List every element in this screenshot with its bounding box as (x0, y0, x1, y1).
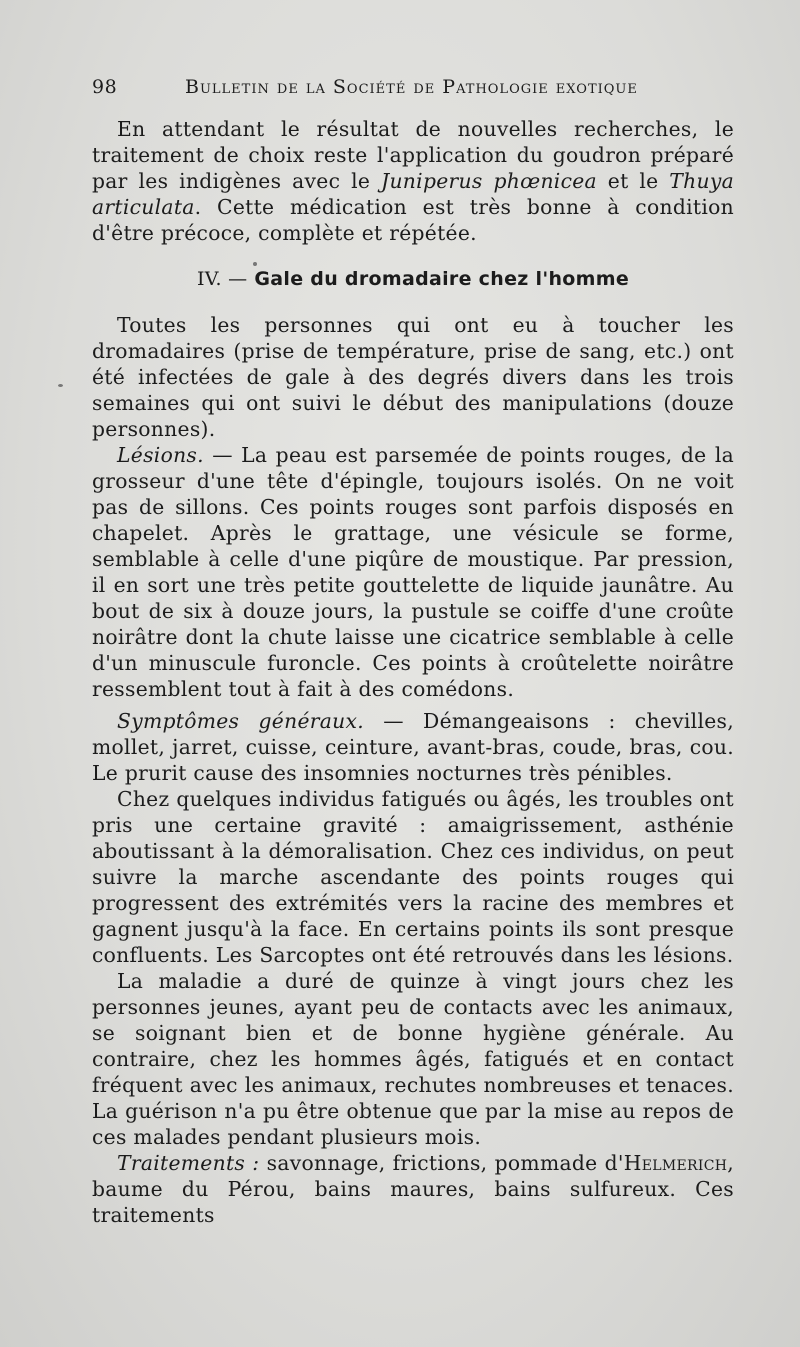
section-heading (92, 266, 734, 292)
intro-text-3: . Cette médication est très bonne à condition d'être précoce, complète et répétée. (92, 195, 734, 245)
species-name-juniperus: Juniperus phœnicea (381, 169, 597, 193)
paragraph-lesions (92, 442, 734, 702)
paragraph-symptoms (92, 708, 734, 786)
print-speck (58, 384, 63, 387)
paragraph-infection: Toutes les personnes qui ont eu à toucher les dromadaires (prise de température, prise de sang, etc.) ont été infectées de gale à des degrés divers dans les trois semaines qui ont suivi le début des manipulations (douze personnes). (92, 313, 734, 441)
section-number: IV. — (196, 268, 248, 290)
intro-text-1: En attendant le résultat de nouvelles recherches, le traitement de choix reste l'application du goudron préparé par les indigènes avec le (92, 117, 734, 193)
paragraph-duration: La maladie a duré de quinze à vingt jours chez les personnes jeunes, ayant peu de contacts avec les animaux, se soignant bien et de bonne hygiène générale. Au contraire, chez les hommes âgés, fatigués et en contact fréquent avec les animaux, rechutes nombreuses et tenaces. La guérison n'a pu être obtenue que par la mise au repos de ces malades pendant plusieurs mois. (92, 969, 734, 1149)
running-header (92, 72, 732, 102)
treatments-text-2: , baume du Pérou, bains maures, bains sulfureux. Ces traitements (92, 1151, 734, 1227)
treatments-text-1: savonnage, frictions, pommade d' (259, 1151, 624, 1175)
running-title: Bulletin de la Société de Pathologie exotique (185, 76, 638, 98)
intro-text-2: et le (596, 169, 670, 193)
helmerich-name: Helmerich (623, 1151, 728, 1175)
paragraph-severity: Chez quelques individus fatigués ou âgés, les troubles ont pris une certaine gravité : amaigrissement, asthénie aboutissant à la démoralisation. Chez ces individus, on peut suivre la marche ascendante des points rouges qui progressent des extrémités vers la racine des membres et gagnent jusqu'à la face. En certains points ils sont presque confluents. Les Sarcoptes ont été retrouvés dans les lésions. (92, 787, 734, 967)
treatments-label: Traitements : (117, 1151, 260, 1175)
lesions-text: — La peau est parsemée de points rouges, de la grosseur d'une tête d'épingle, toujours isolés. On ne voit pas de sillons. Ces points rouges sont parfois disposés en chapelet. Après le grattage, une vésicule se forme, semblable à celle d'une piqûre de moustique. Par pression, il en sort une très petite gouttelette de liquide jaunâtre. Au bout de six à douze jours, la pustule se coiffe d'une croûte noirâtre dont la chute laisse une cicatrice semblable à celle d'un minuscule furoncle. Ces points à croûtelette noirâtre ressemblent tout à fait à des comédons. (92, 443, 734, 701)
symptoms-label: Symptômes généraux. (117, 709, 364, 733)
intro-paragraph (92, 116, 734, 246)
species-name-thuya: Thuya articulata (92, 169, 734, 219)
symptoms-text: — Démangeaisons : chevilles, mollet, jarret, cuisse, ceinture, avant-bras, coude, bras, cou. Le prurit cause des insomnies nocturnes très pénibles. (92, 709, 734, 785)
paragraph-treatments (92, 1150, 734, 1228)
page-number: 98 (92, 76, 118, 98)
body-text (92, 116, 734, 1228)
section-title: Gale du dromadaire chez l'homme (254, 268, 630, 290)
lesions-label: Lésions. (117, 443, 204, 467)
